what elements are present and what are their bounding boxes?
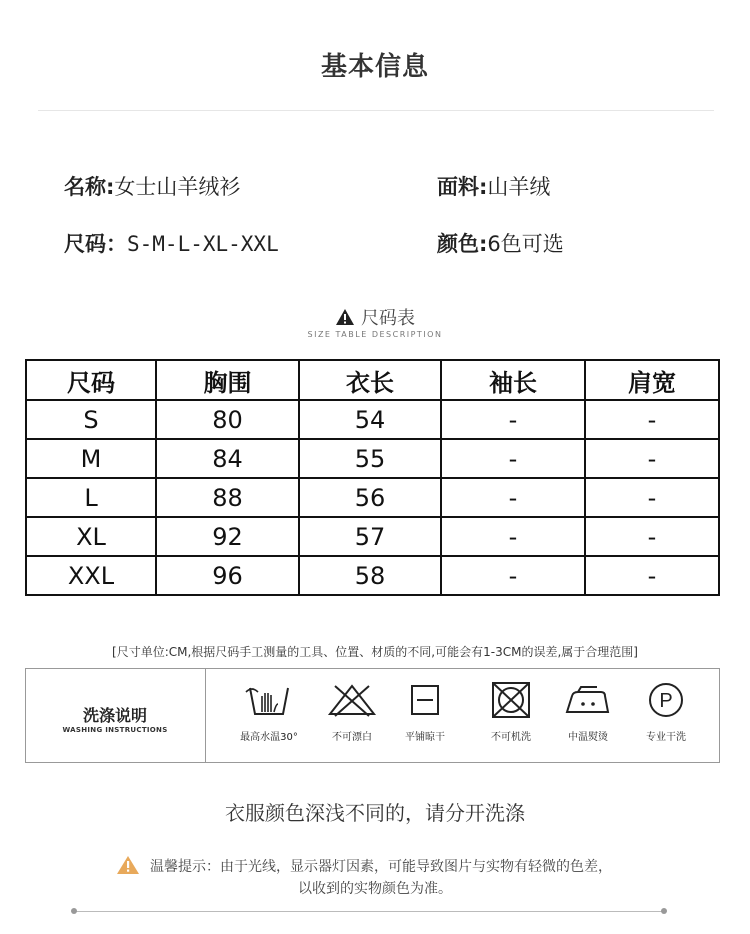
table-cell: S [26, 400, 156, 439]
info-name [64, 171, 240, 201]
table-cell: - [441, 556, 585, 595]
title-divider [38, 110, 714, 111]
no-bleach-icon [327, 682, 377, 718]
table-cell: - [585, 439, 719, 478]
column-header: 衣长 [299, 360, 441, 400]
table-row [26, 400, 719, 439]
table-header-row [26, 360, 719, 400]
care-item-bleach [317, 682, 387, 743]
washing-subtitle: WASHING INSTRUCTIONS [62, 726, 168, 734]
info-color [437, 228, 564, 258]
info-color-label: 颜色: [437, 232, 488, 256]
info-name-value: 女士山羊绒衫 [114, 175, 241, 199]
column-header: 肩宽 [585, 360, 719, 400]
info-size-value: S-M-L-XL-XXL [127, 232, 279, 256]
table-cell: - [441, 517, 585, 556]
table-cell: - [585, 517, 719, 556]
size-table-heading-text: 尺码表 [361, 308, 415, 329]
bottom-divider [74, 911, 664, 912]
care-item-machine [476, 682, 546, 743]
info-fabric [437, 171, 550, 201]
table-cell: 54 [299, 400, 441, 439]
measurement-note: [尺寸单位:CM,根据尺码手工测量的工具、位置、材质的不同,可能会有1-3CM的误差,属于合理范围] [112, 645, 638, 659]
table-cell: 88 [156, 478, 299, 517]
care-label: 不可机洗 [491, 732, 531, 743]
table-cell: 84 [156, 439, 299, 478]
color-tip-line1: 温馨提示：由于光线，显示器灯因素，可能导致图片与实物有轻微的色差， [150, 859, 612, 875]
info-size [64, 228, 279, 258]
table-cell: 57 [299, 517, 441, 556]
table-row [26, 478, 719, 517]
table-cell: XXL [26, 556, 156, 595]
table-cell: - [441, 439, 585, 478]
table-cell: 92 [156, 517, 299, 556]
warning-icon [116, 855, 140, 879]
warning-icon [335, 308, 355, 331]
table-cell: 56 [299, 478, 441, 517]
table-cell: 80 [156, 400, 299, 439]
table-cell: - [585, 478, 719, 517]
table-row [26, 517, 719, 556]
info-color-value: 6色可选 [487, 232, 564, 256]
care-item-wash [234, 682, 304, 743]
table-cell: XL [26, 517, 156, 556]
size-table [25, 359, 720, 596]
svg-text:P: P [659, 690, 673, 712]
info-fabric-label: 面料: [437, 175, 488, 199]
dry-flat-icon [400, 682, 450, 718]
care-item-dry [390, 682, 460, 743]
table-cell: 55 [299, 439, 441, 478]
care-label: 不可漂白 [332, 732, 372, 743]
iron-medium-icon [563, 682, 613, 718]
column-header: 尺码 [26, 360, 156, 400]
column-header: 胸围 [156, 360, 299, 400]
care-label: 中温熨烫 [568, 732, 608, 743]
table-row [26, 556, 719, 595]
table-cell: M [26, 439, 156, 478]
table-cell: - [441, 400, 585, 439]
care-label: 平铺晾干 [405, 732, 445, 743]
care-label: 专业干洗 [646, 732, 686, 743]
table-cell: 96 [156, 556, 299, 595]
no-machine-wash-icon [486, 682, 536, 718]
size-table-subheading: SIZE TABLE DESCRIPTION [307, 330, 443, 339]
table-cell: L [26, 478, 156, 517]
dry-clean-p-icon [641, 682, 691, 718]
wash-separately-note: 衣服颜色深浅不同的，请分开洗涤 [225, 801, 525, 825]
table-cell: 58 [299, 556, 441, 595]
table-row [26, 439, 719, 478]
washing-divider [205, 668, 206, 763]
page-title: 基本信息 [320, 52, 429, 82]
divider-dot [71, 908, 77, 914]
table-cell: - [441, 478, 585, 517]
care-item-dryclean [631, 682, 701, 743]
divider-dot [661, 908, 667, 914]
wash-30-icon [244, 682, 294, 718]
size-table-heading [0, 304, 750, 331]
info-name-label: 名称: [64, 175, 115, 199]
washing-title: 洗涤说明 [82, 706, 147, 725]
info-size-label: 尺码： [64, 232, 127, 256]
column-header: 袖长 [441, 360, 585, 400]
color-tip-line2: 以收到的实物颜色为准。 [298, 881, 452, 897]
table-cell: - [585, 556, 719, 595]
care-label: 最高水温30° [240, 732, 298, 743]
table-cell: - [585, 400, 719, 439]
info-fabric-value: 山羊绒 [487, 175, 551, 199]
care-item-iron [553, 682, 623, 743]
